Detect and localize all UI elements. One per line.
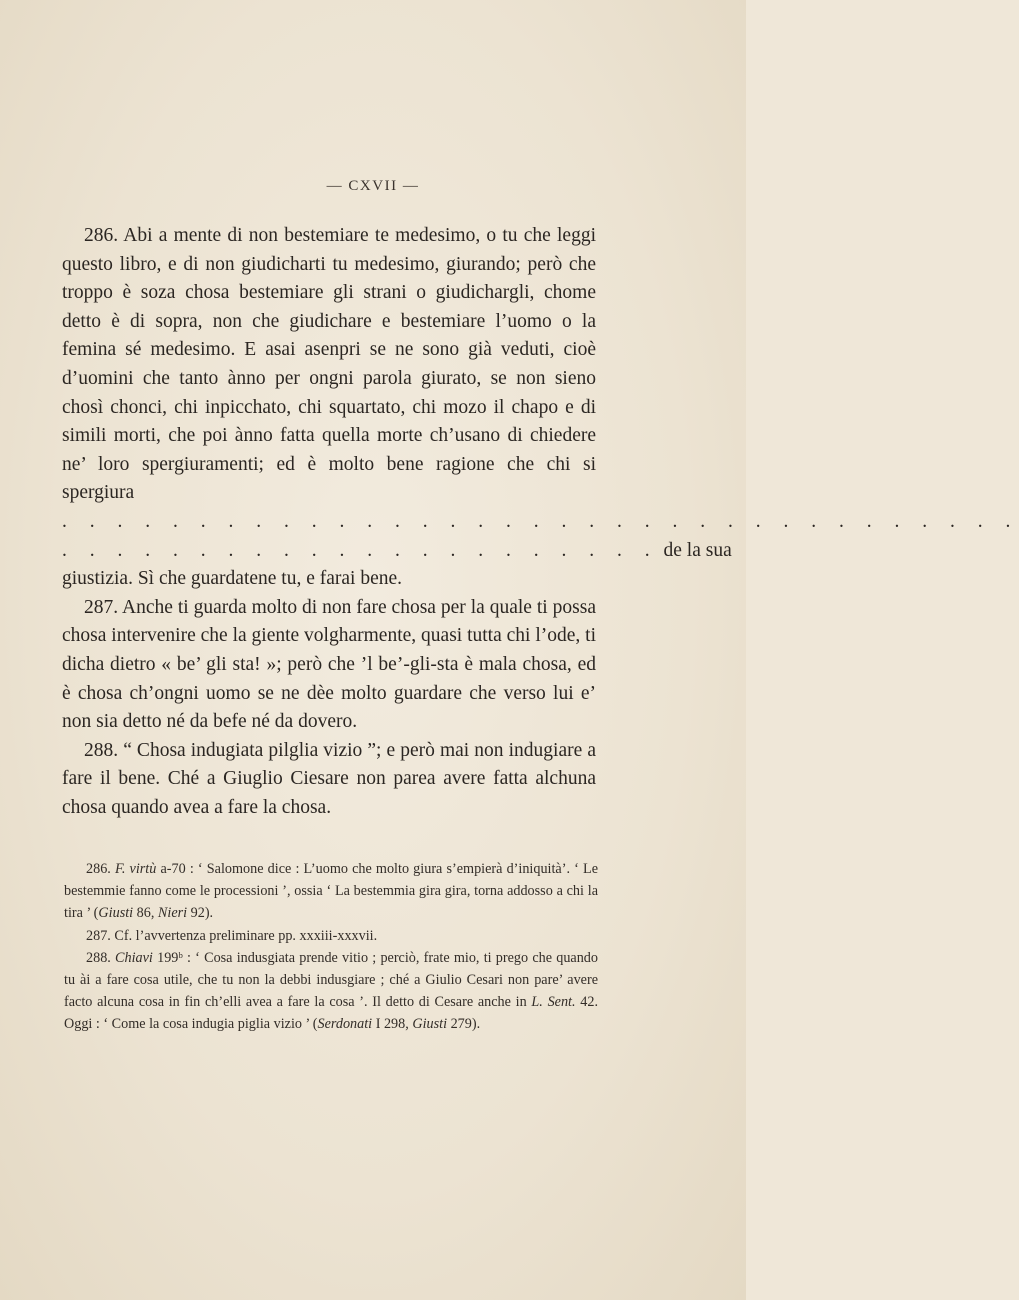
- note-286-giusti: Giusti: [98, 905, 134, 922]
- paragraph-286: 286. Abi a mente di non bestemiare te medesimo, o tu che leggi questo libro, e di non giudicharti tu medesimo, giurando; però che troppo è soza chosa bestemiare gli strani o giudichargli, chome detto è di sopra, non che giudichare e bestemiare l’uomo o la femina sé medesimo. E asai asenpri se ne sono già veduti, cioè d’uomini che tanto ànno per ongni parola giurato, se non sieno chosì chonci, chi inpicchato, chi squartato, chi mozo il chapo e di simili morti, che poi ànno fatta quella morte ch’usano di chiedere ne’ loro spergiuramenti; ed è molto bene ragione che chi si spergiura: [62, 225, 596, 504]
- note-288: [64, 947, 598, 1036]
- paragraph-288: 288. “ Chosa indugiata pilglia vizio ”; e però mai non indugiare a fare il bene. Ché a Giuglio Ciesare non parea avere fatta alchuna chosa quando avea a fare la chosa.: [62, 739, 596, 818]
- note-288-serdonati: Serdonati: [317, 1016, 373, 1033]
- note-288-giusti: Giusti: [412, 1016, 448, 1033]
- note-286-source: F. virtù: [114, 861, 157, 877]
- paragraph-286-end: giustizia. Sì che guardatene tu, e farai bene.: [62, 568, 403, 590]
- note-287: 287. Cf. l’avvertenza preliminare pp. xxxiii-xxxvii.: [86, 927, 378, 944]
- main-text: [62, 222, 1019, 822]
- note-286-num: 286.: [86, 861, 111, 877]
- paragraph-287: 287. Anche ti guarda molto di non fare chosa per la quale ti possa chosa intervenire che la giente volgharmente, quasi tutta chi l’ode, ti dicha dietro « be’ gli sta! »; però che ’l be’-gli-sta è mala chosa, ed è chosa ch’ongni uomo se ne dèe molto guardare che verso lui e’ non sia detto né da befe né da dovero.: [62, 596, 596, 733]
- note-286: [64, 858, 598, 925]
- note-288-text: 199ᵇ : ‘ Cosa indusgiata prende vitio ; perciò, frate mio, ti prego che quando tu ài a fare cosa utile, che tu non la debbi indusgiare ; ché a Giulio Cesari non pare’ avere facto alcuna cosa in fin ch’elli avea a fare la cosa ’. Il detto di Cesare anche in: [64, 949, 598, 1011]
- note-286-text-2: 86,: [133, 905, 158, 922]
- note-286-text-3: 92).: [187, 905, 214, 922]
- page-number: [0, 178, 746, 195]
- note-286-text: a-70 : ‘ Salomone dice : L’uomo che molto giura s’empierà d’iniquità’. ‘ Le bestemmie fanno come le processioni ’, ossia ‘ La bestemmia gira gira, torna addosso a chi la tira ’ (: [64, 861, 598, 922]
- note-288-text-2: 42. Oggi : ‘ Come la cosa indugia piglia vizio ’ (: [64, 994, 599, 1033]
- note-288-lsent: L. Sent.: [531, 994, 576, 1011]
- ellipsis-line-end: [62, 537, 732, 566]
- note-286-nieri: Nieri: [157, 905, 188, 922]
- ellipsis-tail-text: de la sua: [658, 539, 732, 561]
- note-288-text-4: 279).: [447, 1016, 481, 1033]
- note-288-chiavi: Chiavi: [115, 949, 153, 966]
- ellipsis-line: . . . . . . . . . . . . . . . . . . . . . . . . . . . . . . . . . . .: [62, 510, 1019, 532]
- note-288-num: 288.: [86, 949, 116, 966]
- ellipsis-dots: . . . . . . . . . . . . . . . . . . . . . .: [62, 539, 659, 561]
- page-number-text: — CXVII —: [326, 178, 420, 194]
- footnotes: [64, 858, 598, 1036]
- note-288-text-3: I 298,: [372, 1016, 413, 1033]
